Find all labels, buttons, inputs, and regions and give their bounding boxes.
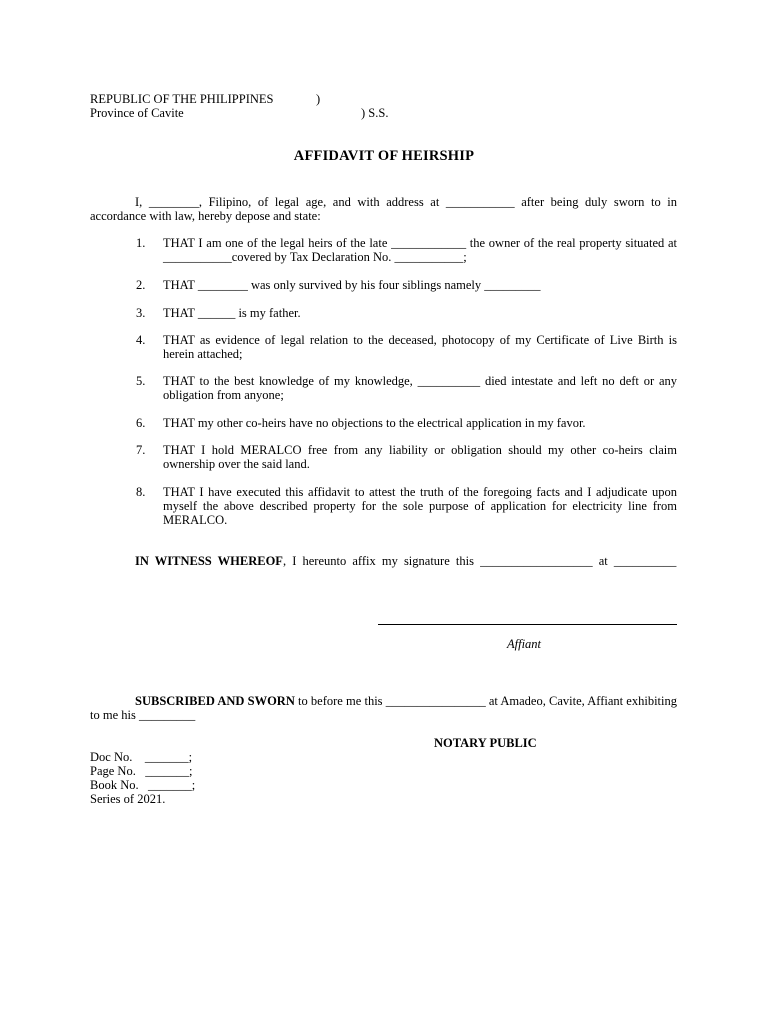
book-no: Book No. _______; (90, 778, 196, 792)
list-item-text: THAT to the best knowledge of my knowledge, __________ died intestate and left no deft or any obligation from anyone; (163, 374, 677, 402)
document-title: AFFIDAVIT OF HEIRSHIP (293, 148, 475, 164)
intro-paragraph: I, ________, Filipino, of legal age, and with address at ___________ after being duly sworn to in accordance with law, hereby depose and state: (90, 195, 677, 223)
witness-paragraph (90, 554, 677, 568)
list-item-text: THAT I hold MERALCO free from any liability or obligation should my other co-heirs claim ownership over the said land. (163, 443, 677, 471)
subscribed-text: to before me this ________________ at Amadeo, Cavite, Affiant exhibiting to me his _________ (90, 694, 677, 722)
witness-heading: IN WITNESS WHEREOF (135, 554, 283, 568)
list-item-text: THAT as evidence of legal relation to the deceased, photocopy of my Certificate of Live Birth is herein attached; (163, 333, 677, 361)
header-paren: ) (316, 92, 321, 106)
list-item-number: 4. (136, 333, 146, 347)
list-item-number: 2. (136, 278, 146, 292)
header-ss: ) S.S. (361, 106, 389, 120)
list-item-number: 5. (136, 374, 146, 388)
affiant-label: Affiant (507, 637, 542, 651)
header-province: Province of Cavite (90, 106, 184, 120)
subscribed-heading: SUBSCRIBED AND SWORN (135, 694, 295, 708)
list-item-number: 1. (136, 236, 146, 250)
list-item-number: 3. (136, 306, 146, 320)
witness-text: , I hereunto affix my signature this __________________ at __________ (282, 554, 677, 568)
list-item-text: THAT I have executed this affidavit to attest the truth of the foregoing facts and I adjudicate upon myself the above described property for the sole purpose of application for electricity line from MERALCO. (163, 485, 677, 527)
doc-no: Doc No. _______; (90, 750, 193, 764)
list-item-text: THAT my other co-heirs have no objections to the electrical application in my favor. (163, 416, 586, 430)
series-label: Series of 2021. (90, 792, 166, 806)
list-item-text: THAT ________ was only survived by his four siblings namely _________ (163, 278, 541, 292)
signature-line (378, 624, 677, 625)
page-no: Page No. _______; (90, 764, 193, 778)
list-item-number: 8. (136, 485, 146, 499)
subscribed-paragraph (90, 694, 677, 722)
notary-public-label: NOTARY PUBLIC (434, 736, 537, 750)
list-item-number: 7. (136, 443, 146, 457)
list-item-number: 6. (136, 416, 146, 430)
header-republic: REPUBLIC OF THE PHILIPPINES (90, 92, 274, 106)
list-item-text: THAT I am one of the legal heirs of the late ____________ the owner of the real property situated at ___________covered by Tax Declaration No. ___________; (163, 236, 677, 264)
list-item-text: THAT ______ is my father. (163, 306, 301, 320)
